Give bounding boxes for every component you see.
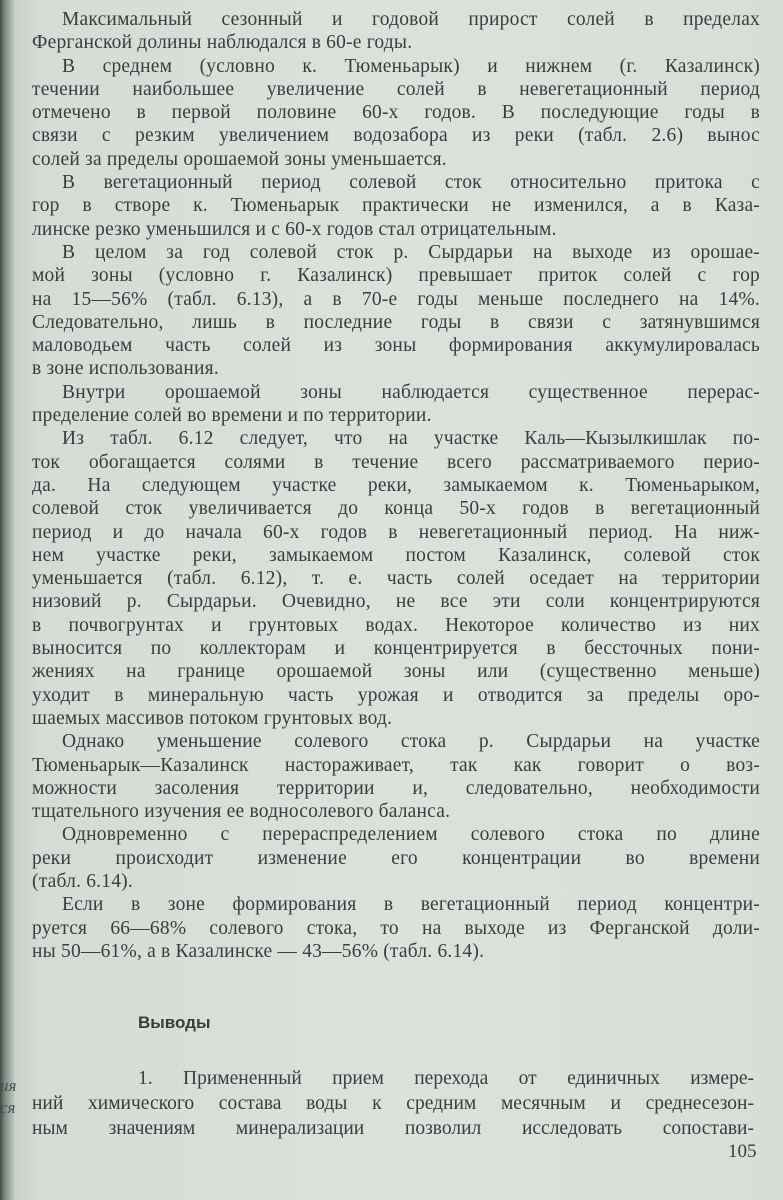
paragraph — [32, 8, 760, 55]
text-line: в зоне использования. — [32, 358, 219, 380]
text-line: маловодьем часть солей из зоны формирования аккумулировалась — [32, 335, 760, 357]
text-line: ток обогащается солями в течение всего рассматриваемого перио- — [32, 451, 760, 473]
text-line: связи с резким увеличением водозабора из реки (табл. 2.6) вынос — [32, 125, 760, 147]
edge-text-fragment: ия — [0, 1076, 17, 1095]
text-line: ным значениям минерализации позволил исследовать сопостави- — [32, 1118, 754, 1139]
text-line: выносится по коллекторам и концентрируется в бессточных пони- — [32, 638, 760, 660]
page-number: 105 — [728, 1141, 757, 1162]
text-line: реки происходит изменение его концентрации во времени — [32, 847, 760, 869]
text-line: шаемых массивов потоком грунтовых вод. — [32, 707, 393, 729]
paragraph — [32, 381, 760, 428]
text-line: В вегетационный период солевой сток относительно притока с — [62, 172, 760, 194]
text-line: период и до начала 60-х годов в невегетационный период. На ниж- — [32, 521, 760, 543]
paragraph — [32, 241, 760, 381]
text-line: В целом за год солевой сток р. Сырдарьи на выходе из орошае- — [62, 241, 760, 263]
text-line: (табл. 6.14). — [32, 870, 133, 892]
text-line: Ферганской долины наблюдался в 60-е годы. — [32, 32, 413, 54]
conclusion-paragraph — [32, 1066, 754, 1141]
text-line: пределение солей во времени и по территории. — [32, 405, 432, 427]
paragraph — [32, 427, 760, 730]
paragraph — [32, 893, 760, 963]
text-line: Если в зоне формирования в вегетационный период концентри- — [62, 894, 760, 916]
paragraph — [32, 730, 760, 823]
text-line: тщательного изучения ее водносолевого баланса. — [32, 801, 451, 823]
text-line: течении наибольшее увеличение солей в невегетационный период — [32, 78, 760, 100]
text-line: ны 50—61%, а в Казалинске — 43—56% (табл. 6.14). — [32, 940, 485, 962]
text-line: солей за пределы орошаемой зоны уменьшается. — [32, 148, 447, 170]
section-heading: Выводы — [138, 1013, 211, 1032]
paragraph — [32, 823, 760, 893]
text-line: жениях на границе орошаемой зоны или (существенно меньше) — [32, 661, 760, 683]
page-body — [32, 8, 760, 963]
text-line: можности засоления территории и, следовательно, необходимости — [32, 777, 760, 799]
text-line: линске резко уменьшился и с 60-х годов стал отрицательным. — [32, 218, 557, 240]
text-line: отмечено в первой половине 60-х годов. В последующие годы в — [32, 102, 760, 124]
text-line: в почвогрунтах и грунтовых водах. Некоторое количество из них — [32, 614, 760, 636]
text-line: солевой сток увеличивается до конца 50-х годов в вегетационный — [32, 498, 760, 520]
text-line: В среднем (условно к. Тюменьарык) и нижнем (г. Казалинск) — [62, 55, 760, 77]
text-line: мой зоны (условно г. Казалинск) превышает приток солей с гор — [32, 265, 760, 287]
text-line: руется 66—68% солевого стока, то на выходе из Ферганской доли- — [32, 917, 760, 939]
paragraph — [32, 171, 760, 241]
text-line: Однако уменьшение солевого стока р. Сырдарьи на участке — [62, 731, 760, 753]
text-line: уходит в минеральную часть урожая и отводится за пределы оро- — [32, 684, 760, 706]
text-line: гор в створе к. Тюменьарык практически не изменился, а в Каза- — [32, 195, 760, 217]
edge-text-fragment: ся — [0, 1098, 16, 1117]
text-line: Внутри орошаемой зоны наблюдается существенное перерас- — [62, 381, 760, 403]
text-line: низовий р. Сырдарьи. Очевидно, не все эти соли концентрируются — [32, 591, 760, 613]
page-binding-edge — [0, 0, 17, 1200]
text-line: Максимальный сезонный и годовой прирост солей в пределах — [62, 9, 760, 30]
paragraph — [32, 55, 760, 171]
text-line: да. На следующем участке реки, замыкаемом к. Тюменьарыком, — [32, 474, 760, 496]
text-line: ний химического состава воды к средним месячным и среднесезон- — [32, 1093, 754, 1114]
text-line: Из табл. 6.12 следует, что на участке Каль—Кызылкишлак по- — [62, 428, 760, 450]
text-line: уменьшается (табл. 6.12), т. е. часть солей оседает на территории — [32, 568, 760, 590]
text-line: 1. Примененный прием перехода от единичных измере- — [138, 1068, 754, 1089]
text-line: Следовательно, лишь в последние годы в связи с затянувшимся — [32, 311, 760, 333]
text-line: Одновременно с перераспределением солевого стока по длине — [62, 824, 760, 846]
text-line: нем участке реки, замыкаемом постом Казалинск, солевой сток — [32, 544, 760, 566]
text-line: Тюменьарык—Казалинск настораживает, так как говорит о воз- — [32, 754, 760, 776]
text-line: на 15—56% (табл. 6.13), а в 70-е годы меньше последнего на 14%. — [32, 288, 760, 310]
